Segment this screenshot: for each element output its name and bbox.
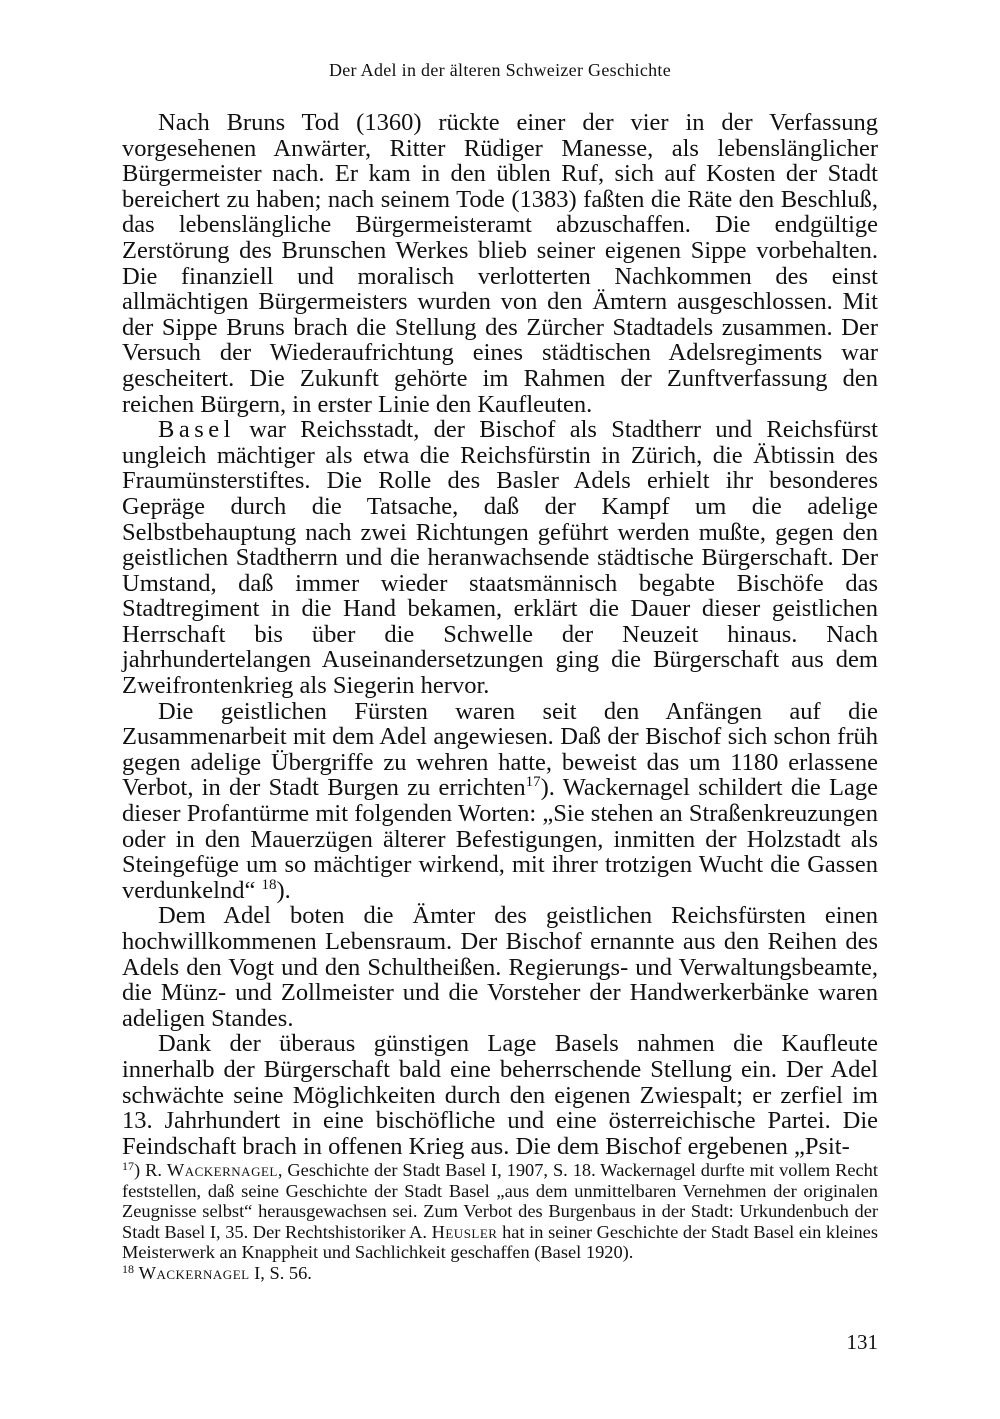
footnote-ref-18: 18 (261, 876, 277, 893)
paragraph-2-text: war Reichsstadt, der Bischof als Stadtherr und Reichsfürst ungleich mächtiger als etwa die Reichsfürstin in Zürich, die Äbtissin des Fraumünsterstiftes. Die Rolle des Basler Adels erhielt ihr besonderes Gepräge durch die Tatsache, daß der Kampf um die adelige Selbstbehauptung nach zwei Richtungen geführt werden mußte, gegen den geistlichen Stadtherrn und die heranwachsende städtische Bürgerschaft. Der Umstand, daß immer wieder staatsmännisch begabte Bischöfe das Stadtregiment in die Hand bekamen, erklärt die Dauer dieser geistlichen Herrschaft bis über die Schwelle der Neuzeit hinaus. Nach jahrhundertelangen Auseinandersetzungen ging die Bürgerschaft aus dem Zweifrontenkrieg als Siegerin hervor. (122, 416, 878, 700)
paragraph-2 (122, 417, 878, 699)
footnote-17-number: 17 (122, 1159, 134, 1173)
author-name-wackernagel: Wackernagel (166, 1160, 278, 1180)
footnotes (122, 1160, 878, 1283)
footnote-18 (122, 1263, 878, 1284)
page-number: 131 (846, 1330, 878, 1354)
footnote-17 (122, 1160, 878, 1263)
footnote-18-number: 18 (122, 1261, 134, 1276)
author-name-heusler: Heusler (431, 1221, 498, 1242)
footnote-17-text-b: , Geschichte der Stadt Basel I, 1907, S. 18. Wackernagel durfte mit vollem Recht feststellen, daß seine Geschichte der Stadt Basel „aus dem unmittelbaren Vernehmen der originalen Zeugnisse selbst“ herausgewachsen sei. Zum Verbot des Burgenbaus in der Stadt: Urkundenbuch der Stadt Basel I, 35. Der Rechtshistoriker A. (122, 1160, 878, 1242)
footnote-18-text: I, S. 56. (249, 1262, 312, 1283)
footnote-ref-17: 17 (525, 774, 541, 791)
footnote-17-text-c: hat in seiner Geschichte der Stadt Basel ein kleines Meisterwerk an Knappheit und Sachlichkeit geschaffen (Basel 1920). (122, 1221, 879, 1262)
spaced-city-name: Basel (158, 416, 235, 444)
paragraph-1: Nach Bruns Tod (1360) rückte einer der vier in der Verfassung vorgesehenen Anwärter, Ritter Rüdiger Manesse, als lebenslänglicher Bürgermeister nach. Er kam in den üblen Ruf, sich auf Kosten der Stadt bereichert zu haben; nach seinem Tode (1383) faßten die Räte den Beschluß, das lebenslängliche Bürgermeisteramt abzuschaffen. Die endgültige Zerstörung des Brunschen Werkes blieb seiner eigenen Sippe vorbehalten. Die finanziell und moralisch verlotterten Nachkommen des einst allmächtigen Bürgermeisters wurden von den Ämtern ausgeschlossen. Mit der Sippe Bruns brach die Stellung des Zürcher Stadtadels zusammen. Der Versuch der Wiederaufrichtung eines städtischen Adelsregiments war gescheitert. Die Zukunft gehörte im Rahmen der Zunftverfassung den reichen Bürgern, in erster Linie den Kaufleuten. (122, 109, 878, 418)
paragraph-3-text-c: ). (276, 876, 291, 904)
running-head: Der Adel in der älteren Schweizer Geschichte (328, 60, 672, 80)
paragraph-5: Dank der überaus günstigen Lage Basels nahmen die Kaufleute innerhalb der Bürgerschaft bald eine beherrschende Stellung ein. Der Adel schwächte seine Möglichkeiten durch den eigenen Zwiespalt; er zerfiel im 13. Jahrhundert in eine bischöfliche und eine österreichische Partei. Die Feindschaft brach in offenen Krieg aus. Die dem Bischof ergebenen „Psit- (122, 1030, 878, 1160)
paragraph-3-text-b: ). Wackernagel schildert die Lage dieser Profantürme mit folgenden Worten: „Sie stehen an Straßenkreuzungen oder in den Mauerzügen älterer Befestigungen, inmitten der Holzstadt als Steingefüge um so mächtiger wirkend, mit ihrer trotzigen Wucht die Gassen verdunkelnd“ (122, 774, 878, 904)
paragraph-4: Dem Adel boten die Ämter des geistlichen Reichsfürsten einen hochwillkommenen Lebensraum. Der Bischof ernannte aus den Reihen des Adels den Vogt und den Schultheißen. Regierungs- und Verwaltungsbeamte, die Münz- und Zollmeister und die Vorsteher der Handwerkerbänke waren adeligen Standes. (122, 902, 878, 1032)
paragraph-3 (122, 699, 878, 904)
author-name-wackernagel-2: Wackernagel (138, 1262, 250, 1283)
footnote-17-text-a: ) R. (134, 1160, 167, 1180)
main-text (122, 110, 878, 1159)
paragraph-3-text-a: Die geistlichen Fürsten waren seit den Anfängen auf die Zusammenarbeit mit dem Adel angewiesen. Daß der Bischof sich schon früh gegen adelige Übergriffe zu wehren hatte, beweist das um 1180 erlassene Verbot, in der Stadt Burgen zu errichten (122, 697, 878, 802)
